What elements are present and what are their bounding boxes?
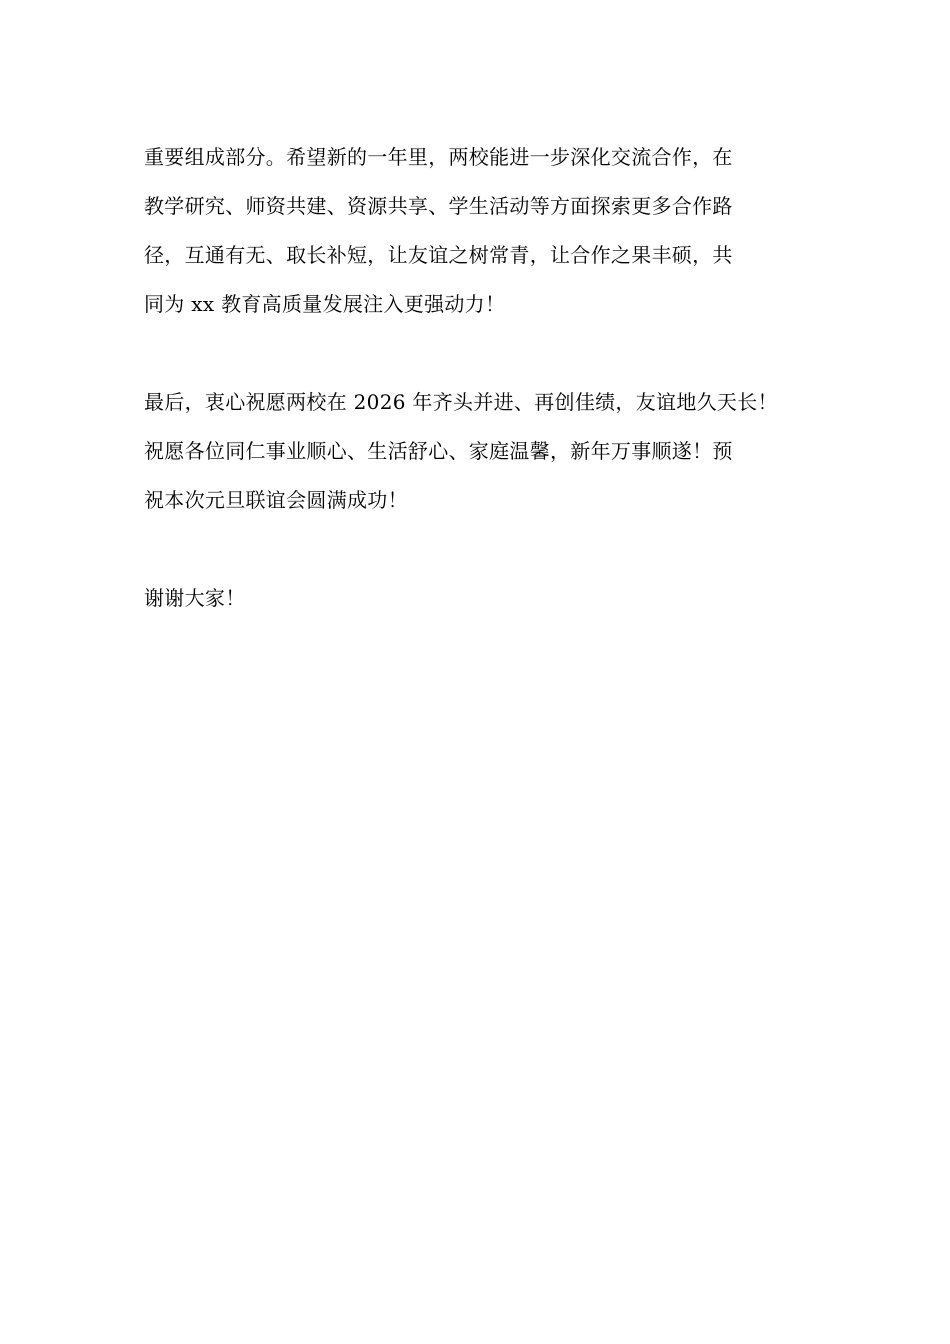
- document-body: [144, 133, 816, 623]
- paragraph-thanks: [144, 574, 816, 623]
- paragraph-line: 径，互通有无、取长补短，让友谊之树常青，让合作之果丰硕，共: [144, 243, 733, 267]
- paragraph-line: 最后，衷心祝愿两校在 2026 年齐头并进、再创佳绩，友谊地久天长！: [144, 390, 778, 414]
- paragraph-line: 重要组成部分。希望新的一年里，两校能进一步深化交流合作，在: [144, 145, 733, 169]
- paragraph-wishes: [144, 378, 816, 525]
- paragraph-line: 同为 xx 教育高质量发展注入更强动力！: [144, 292, 506, 316]
- paragraph-line: 教学研究、师资共建、资源共享、学生活动等方面探索更多合作路: [144, 194, 733, 218]
- paragraph-line: 祝愿各位同仁事业顺心、生活舒心、家庭温馨，新年万事顺遂！预: [144, 439, 733, 463]
- paragraph-line: 谢谢大家！: [144, 586, 246, 610]
- paragraph-spacer: [144, 329, 816, 378]
- paragraph-spacer: [144, 525, 816, 574]
- paragraph-line: 祝本次元旦联谊会圆满成功！: [144, 488, 408, 512]
- paragraph-cooperation: [144, 133, 816, 329]
